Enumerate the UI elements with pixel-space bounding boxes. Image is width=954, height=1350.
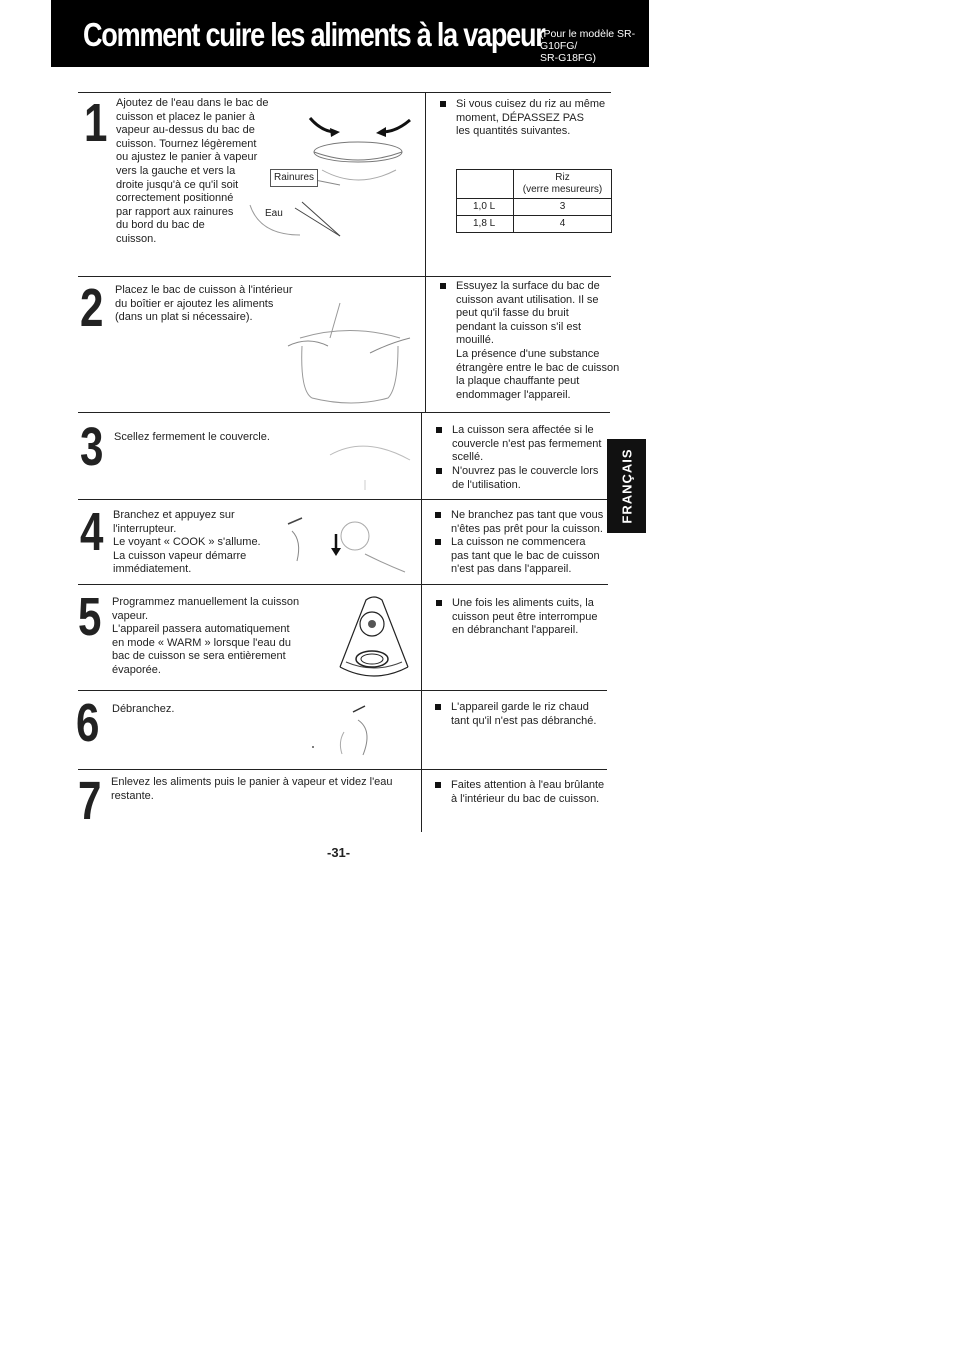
divider: [78, 92, 611, 93]
table-cell: 3: [514, 199, 612, 216]
divider: [78, 769, 607, 770]
unplug-illustration: [308, 702, 398, 762]
bullet-icon: [436, 427, 442, 433]
bullet-icon: [440, 101, 446, 107]
model-subtitle: (Pour le modèle SR-G10FG/ SR-G18FG): [540, 28, 636, 64]
divider: [78, 499, 609, 500]
note-text: N'ouvrez pas le couvercle lors de l'utilisation.: [452, 465, 599, 491]
step-text: Programmez manuellement la cuisson vapeur. L'appareil passera automatiquement en mode « WARM » lorsque l'eau du bac de cuisson se sera entièrement évaporée.: [112, 596, 300, 676]
step-text: Scellez fermement le couvercle.: [114, 431, 270, 443]
note-item: [440, 98, 626, 139]
bullet-icon: [436, 468, 442, 474]
table-header-cell: Riz (verre mesureurs): [514, 170, 612, 199]
step-number: 5: [78, 587, 102, 647]
bullet-icon: [435, 539, 441, 545]
note-text: Faites attention à l'eau brûlante à l'intérieur du bac de cuisson.: [451, 779, 605, 805]
note-item: [435, 536, 626, 577]
step-number: 1: [84, 93, 108, 153]
bullet-icon: [435, 512, 441, 518]
bullet-icon: [435, 704, 441, 710]
table-cell: [457, 170, 514, 199]
step-text: Branchez et appuyez sur l'interrupteur. Le voyant « COOK » s'allume. La cuisson vapeur démarre immédiatement.: [113, 509, 261, 576]
table-cell: 4: [514, 216, 612, 233]
water-callout: Eau: [262, 206, 286, 222]
note-text: L'appareil garde le riz chaud tant qu'il n'est pas débranché.: [451, 701, 597, 727]
rice-quantity-table: [456, 169, 612, 233]
note-item: [435, 779, 626, 806]
table-row: [457, 170, 612, 199]
note-text: La cuisson ne commencera pas tant que le bac de cuisson n'est pas dans l'appareil.: [451, 536, 600, 576]
note-item: [436, 465, 622, 492]
step-text: Débranchez.: [112, 703, 175, 715]
step-number: 3: [80, 417, 104, 477]
note-text: Essuyez la surface du bac de cuisson avant utilisation. Il se peut qu'il fasse du bruit pendant la cuisson s'il est mouillé. La présence d'une substance étrangère entre le bac de cuisson la plaque chauffante peut endommager l'appareil.: [456, 280, 620, 401]
bullet-icon: [435, 782, 441, 788]
note-item: [440, 280, 636, 402]
divider: [78, 690, 607, 691]
lid-illustration: [320, 425, 410, 495]
page-number: -31-: [327, 845, 351, 860]
divider: [78, 276, 611, 277]
note-text: Si vous cuisez du riz au même moment, DÉPASSEZ PAS les quantités suivantes.: [456, 98, 606, 138]
note-item: [436, 597, 622, 638]
note-item: [436, 424, 622, 465]
plug-and-switch-illustration: [270, 506, 410, 581]
step-number: 6: [76, 693, 100, 753]
cooker-body-illustration: [280, 298, 420, 408]
step-number: 2: [80, 278, 104, 338]
step-text: Ajoutez de l'eau dans le bac de cuisson et placez le panier à vapeur au-dessus du bac de cuisson. Tournez légèrement ou ajustez le panier à vapeur vers la gauche et vers la droite jusqu'à ce qu'il soit correctement positionné par rapport aux rainures du bord du bac de cuisson.: [116, 97, 269, 245]
bullet-icon: [440, 283, 446, 289]
divider: [78, 584, 608, 585]
table-row: [457, 199, 612, 216]
step-text: Enlevez les aliments puis le panier à vapeur et videz l'eau restante.: [111, 776, 393, 802]
table-cell: 1,8 L: [457, 216, 514, 233]
note-text: Une fois les aliments cuits, la cuisson peut être interrompue en débranchant l'appareil.: [452, 597, 598, 637]
table-row: [457, 216, 612, 233]
column-divider: [425, 92, 426, 412]
control-panel-illustration: [336, 592, 412, 684]
step-number: 4: [80, 502, 104, 562]
page-header: [51, 0, 649, 67]
table-cell: 1,0 L: [457, 199, 514, 216]
page-title: Comment cuire les aliments à la vapeur: [83, 16, 545, 53]
note-text: Ne branchez pas tant que vous n'êtes pas prêt pour la cuisson.: [451, 509, 604, 535]
divider: [78, 412, 610, 413]
note-item: [435, 509, 626, 536]
language-tab-label: FRANÇAIS: [619, 448, 634, 524]
note-text: La cuisson sera affectée si le couvercle n'est pas fermement scellé.: [452, 424, 602, 464]
grooves-callout: Rainures: [270, 169, 318, 187]
bullet-icon: [436, 600, 442, 606]
step-number: 7: [78, 771, 102, 831]
step-text: Placez le bac de cuisson à l'intérieur du boîtier er ajoutez les aliments (dans un plat si nécessaire).: [115, 284, 293, 324]
note-item: [435, 701, 626, 728]
